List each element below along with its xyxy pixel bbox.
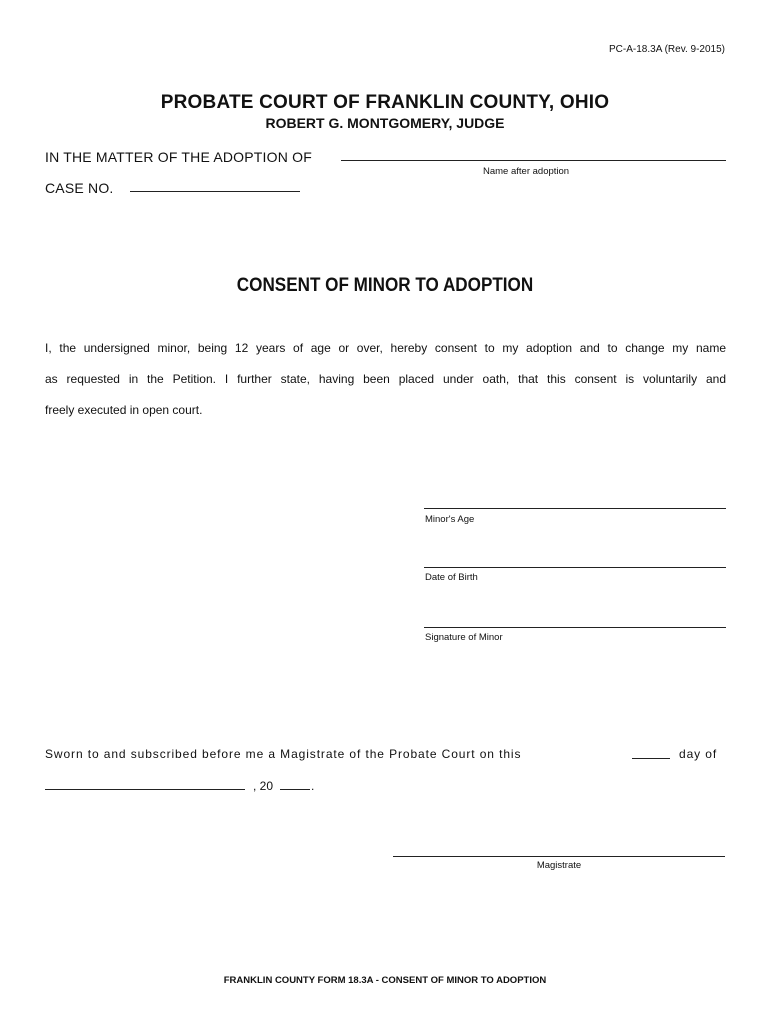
month-field[interactable]	[45, 789, 245, 790]
day-of-text: day of	[679, 747, 718, 761]
consent-text-line-2: as requested in the Petition. I further state, having been placed under oath, that this consent is voluntarily and	[45, 372, 726, 386]
adoption-matter-label: IN THE MATTER OF THE ADOPTION OF	[45, 149, 312, 165]
sworn-statement	[45, 747, 726, 761]
date-of-birth-label: Date of Birth	[425, 572, 478, 583]
case-number-label: CASE NO.	[45, 180, 114, 196]
form-number: PC-A-18.3A (Rev. 9-2015)	[609, 44, 725, 55]
signature-of-minor-label: Signature of Minor	[425, 632, 503, 643]
consent-text-line-1: I, the undersigned minor, being 12 years of age or over, hereby consent to my adoption and to change my name	[45, 341, 726, 355]
magistrate-signature-field[interactable]	[393, 856, 725, 857]
magistrate-label: Magistrate	[536, 860, 582, 871]
date-of-birth-field[interactable]	[424, 567, 726, 568]
minor-signature-field[interactable]	[424, 627, 726, 628]
name-after-adoption-label: Name after adoption	[483, 166, 570, 177]
day-field[interactable]	[632, 758, 670, 759]
case-number-field[interactable]	[130, 191, 300, 192]
year-prefix-text: , 20	[253, 779, 274, 793]
consent-text-line-3: freely executed in open court.	[45, 403, 203, 417]
form-footer: FRANKLIN COUNTY FORM 18.3A - CONSENT OF MINOR TO ADOPTION	[223, 975, 547, 986]
minors-age-field[interactable]	[424, 508, 726, 509]
adoption-name-field[interactable]	[341, 160, 726, 161]
court-name: PROBATE COURT OF FRANKLIN COUNTY, OHIO	[160, 92, 610, 113]
document-title: CONSENT OF MINOR TO ADOPTION	[236, 275, 534, 296]
minors-age-label: Minor's Age	[425, 514, 475, 525]
year-field[interactable]	[280, 789, 310, 790]
sworn-period: .	[311, 779, 315, 793]
sworn-text: Sworn to and subscribed before me a Magistrate of the Probate Court on this	[45, 747, 522, 761]
judge-name: ROBERT G. MONTGOMERY, JUDGE	[265, 115, 505, 131]
